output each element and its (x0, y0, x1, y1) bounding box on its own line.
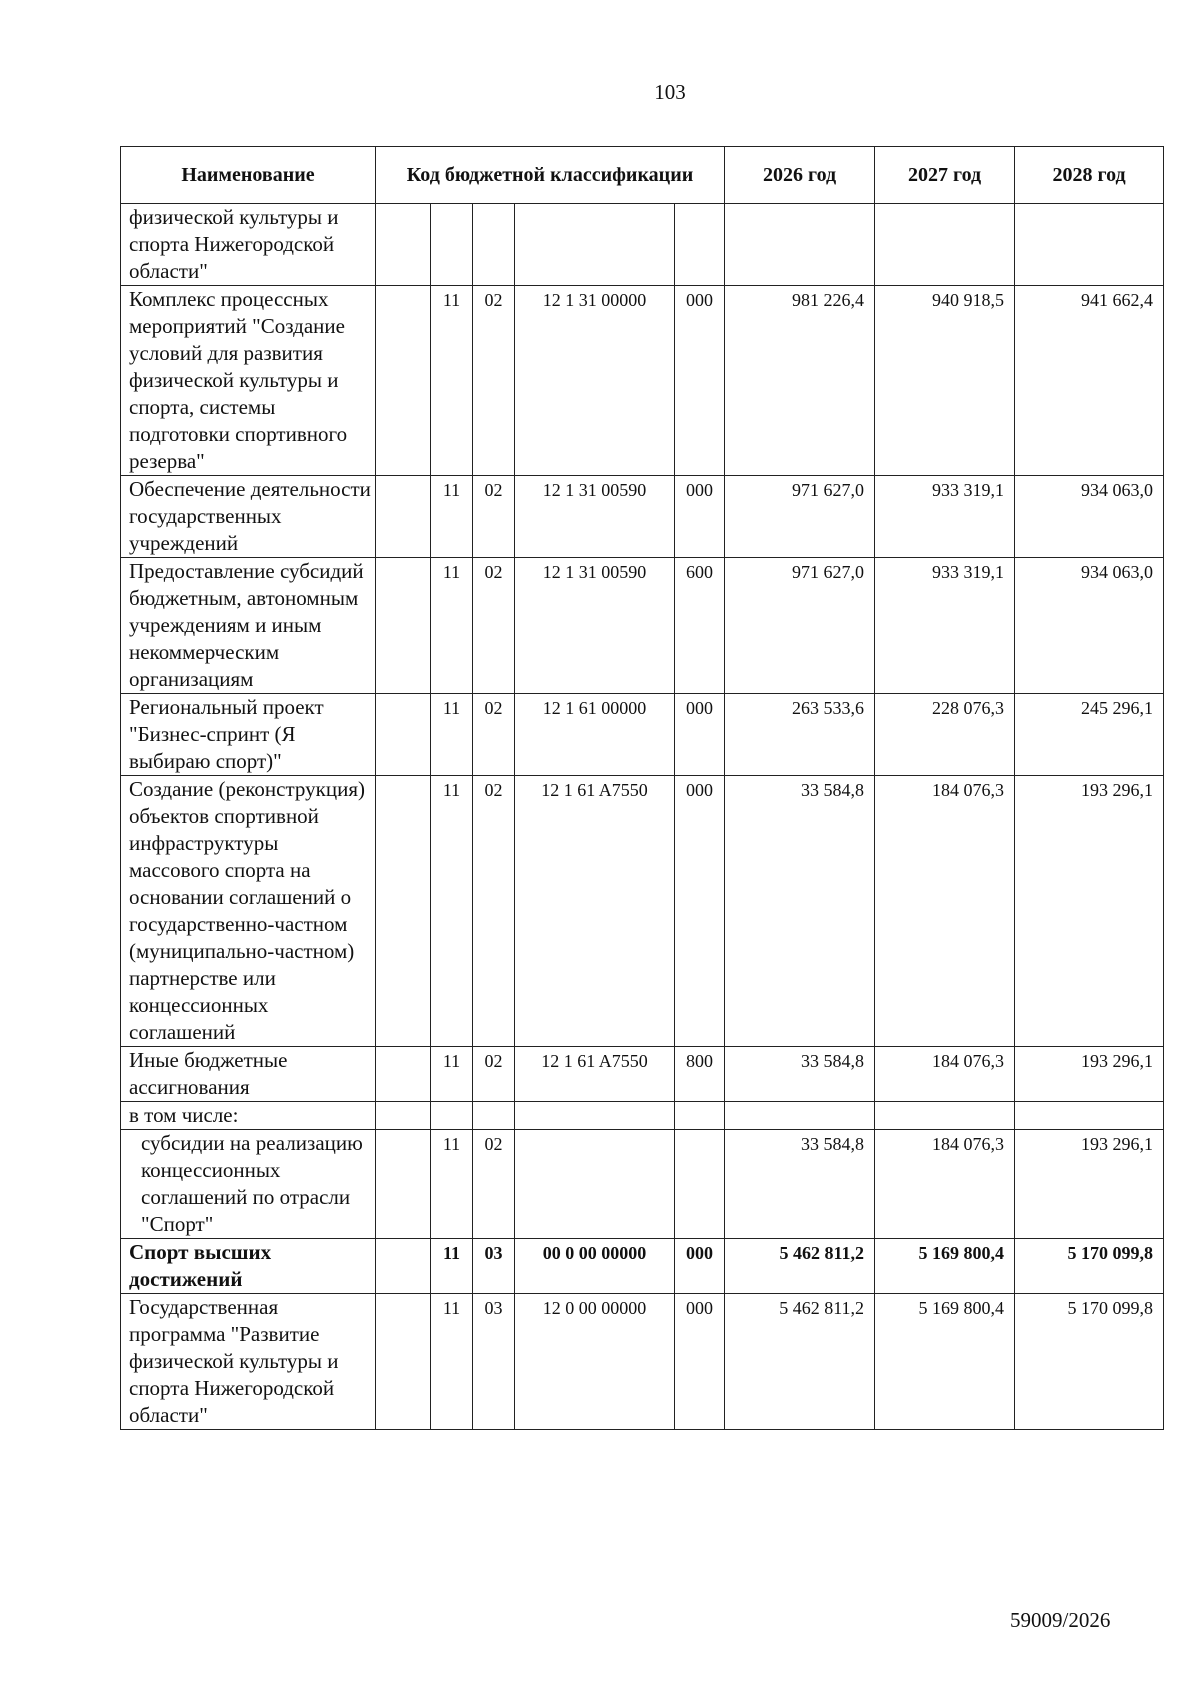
code-section: 11 (431, 694, 473, 776)
table-row (121, 1130, 1164, 1239)
value-2027 (875, 204, 1015, 286)
table-row (121, 1047, 1164, 1102)
table-cell-name: Иные бюджетные ассигнования (121, 1047, 376, 1102)
code-target-article: 12 1 61 A7550 (515, 776, 675, 1047)
value-2026: 981 226,4 (725, 286, 875, 476)
code-col-1 (376, 286, 431, 476)
table-cell-name: Обеспечение деятельности государственных учреждений (121, 476, 376, 558)
value-2028: 941 662,4 (1015, 286, 1164, 476)
value-2026: 33 584,8 (725, 1130, 875, 1239)
code-expense-type: 800 (675, 1047, 725, 1102)
value-2026: 971 627,0 (725, 558, 875, 694)
value-2028: 193 296,1 (1015, 1130, 1164, 1239)
code-target-article: 12 0 00 00000 (515, 1294, 675, 1430)
value-2028 (1015, 204, 1164, 286)
code-target-article: 12 1 61 00000 (515, 694, 675, 776)
page-number: 103 (654, 80, 686, 104)
code-subsection: 02 (473, 286, 515, 476)
code-col-1 (376, 204, 431, 286)
code-target-article: 12 1 31 00000 (515, 286, 675, 476)
code-section: 11 (431, 286, 473, 476)
code-expense-type: 000 (675, 1239, 725, 1294)
value-2027 (875, 1102, 1015, 1130)
code-subsection (473, 204, 515, 286)
code-section: 11 (431, 1047, 473, 1102)
code-section: 11 (431, 476, 473, 558)
value-2028: 245 296,1 (1015, 694, 1164, 776)
code-expense-type (675, 1102, 725, 1130)
code-section: 11 (431, 1239, 473, 1294)
code-col-1 (376, 776, 431, 1047)
table-cell-name: в том числе: (121, 1102, 376, 1130)
value-2027: 940 918,5 (875, 286, 1015, 476)
value-2026: 33 584,8 (725, 776, 875, 1047)
table-cell-name: Предоставление субсидий бюджетным, автономным учреждениям и иным некоммерческим организациям (121, 558, 376, 694)
code-section: 11 (431, 558, 473, 694)
code-subsection: 02 (473, 1047, 515, 1102)
value-2028: 193 296,1 (1015, 1047, 1164, 1102)
code-expense-type: 000 (675, 694, 725, 776)
table-cell-name: Спорт высших достижений (121, 1239, 376, 1294)
table-cell-name: субсидии на реализацию концессионных соглашений по отрасли "Спорт" (121, 1130, 376, 1239)
table-row (121, 694, 1164, 776)
header-name: Наименование (121, 147, 376, 204)
table-row (121, 1102, 1164, 1130)
table-cell-name: Создание (реконструкция) объектов спортивной инфраструктуры массового спорта на основании соглашений о государственно-частном (муниципально-частном) партнерстве или концессионных соглашений (121, 776, 376, 1047)
value-2027: 184 076,3 (875, 776, 1015, 1047)
code-section (431, 1102, 473, 1130)
code-target-article (515, 1102, 675, 1130)
table-row (121, 1239, 1164, 1294)
table-row (121, 558, 1164, 694)
code-subsection (473, 1102, 515, 1130)
code-col-1 (376, 694, 431, 776)
table-body (121, 204, 1164, 1430)
value-2027: 933 319,1 (875, 476, 1015, 558)
value-2027: 184 076,3 (875, 1047, 1015, 1102)
code-expense-type: 000 (675, 776, 725, 1047)
code-target-article (515, 1130, 675, 1239)
code-expense-type (675, 204, 725, 286)
value-2027: 184 076,3 (875, 1130, 1015, 1239)
table-cell-name: Комплекс процессных мероприятий "Создание условий для развития физической культуры и спорта, системы подготовки спортивного резерва" (121, 286, 376, 476)
header-code: Код бюджетной классификации (376, 147, 725, 204)
value-2026 (725, 1102, 875, 1130)
code-subsection: 02 (473, 776, 515, 1047)
table-row (121, 476, 1164, 558)
code-col-1 (376, 1102, 431, 1130)
code-subsection: 03 (473, 1294, 515, 1430)
code-section: 11 (431, 776, 473, 1047)
value-2027: 933 319,1 (875, 558, 1015, 694)
table-cell-name: Государственная программа "Развитие физической культуры и спорта Нижегородской области" (121, 1294, 376, 1430)
code-section (431, 204, 473, 286)
value-2027: 228 076,3 (875, 694, 1015, 776)
table-row (121, 204, 1164, 286)
code-subsection: 02 (473, 1130, 515, 1239)
code-section: 11 (431, 1294, 473, 1430)
code-target-article: 12 1 31 00590 (515, 476, 675, 558)
value-2026: 5 462 811,2 (725, 1239, 875, 1294)
value-2026: 5 462 811,2 (725, 1294, 875, 1430)
code-expense-type (675, 1130, 725, 1239)
code-target-article: 00 0 00 00000 (515, 1239, 675, 1294)
value-2026: 263 533,6 (725, 694, 875, 776)
value-2028: 934 063,0 (1015, 476, 1164, 558)
code-subsection: 03 (473, 1239, 515, 1294)
code-expense-type: 000 (675, 476, 725, 558)
table-cell-name: физической культуры и спорта Нижегородской области" (121, 204, 376, 286)
header-2028: 2028 год (1015, 147, 1164, 204)
value-2027: 5 169 800,4 (875, 1239, 1015, 1294)
value-2026 (725, 204, 875, 286)
code-subsection: 02 (473, 694, 515, 776)
code-target-article (515, 204, 675, 286)
code-section: 11 (431, 1130, 473, 1239)
budget-table (120, 146, 1164, 1430)
code-expense-type: 600 (675, 558, 725, 694)
header-2027: 2027 год (875, 147, 1015, 204)
value-2027: 5 169 800,4 (875, 1294, 1015, 1430)
code-col-1 (376, 558, 431, 694)
table-row (121, 1294, 1164, 1430)
code-target-article: 12 1 31 00590 (515, 558, 675, 694)
code-expense-type: 000 (675, 286, 725, 476)
value-2026: 33 584,8 (725, 1047, 875, 1102)
value-2026: 971 627,0 (725, 476, 875, 558)
code-col-1 (376, 476, 431, 558)
code-expense-type: 000 (675, 1294, 725, 1430)
code-col-1 (376, 1239, 431, 1294)
code-target-article: 12 1 61 A7550 (515, 1047, 675, 1102)
code-subsection: 02 (473, 558, 515, 694)
code-col-1 (376, 1130, 431, 1239)
table-row (121, 286, 1164, 476)
header-2026: 2026 год (725, 147, 875, 204)
table-header-row (121, 147, 1164, 204)
table-cell-name: Региональный проект "Бизнес-спринт (Я выбираю спорт)" (121, 694, 376, 776)
value-2028: 5 170 099,8 (1015, 1239, 1164, 1294)
code-col-1 (376, 1047, 431, 1102)
value-2028: 934 063,0 (1015, 558, 1164, 694)
value-2028 (1015, 1102, 1164, 1130)
code-subsection: 02 (473, 476, 515, 558)
value-2028: 193 296,1 (1015, 776, 1164, 1047)
document-code: 59009/2026 (1010, 1608, 1111, 1632)
value-2028: 5 170 099,8 (1015, 1294, 1164, 1430)
code-col-1 (376, 1294, 431, 1430)
table-row (121, 776, 1164, 1047)
